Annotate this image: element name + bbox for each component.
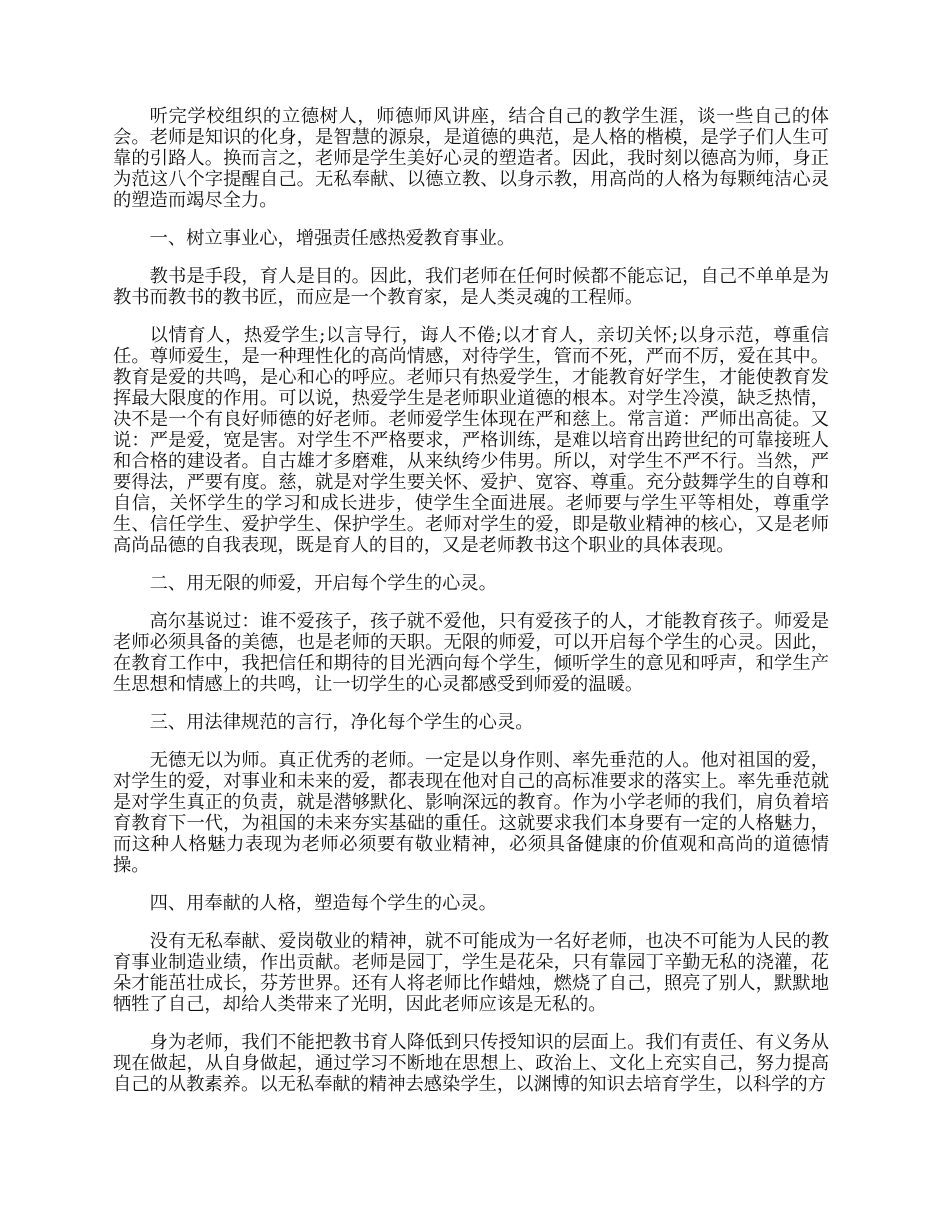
body-paragraph: 教书是手段，育人是目的。因此，我们老师在任何时候都不能忘记，自己不单单是为教书而教书的教书匠，而应是一个教育家，是人类灵魂的工程师。 bbox=[113, 266, 829, 308]
body-paragraph: 没有无私奉献、爱岗敬业的精神，就不可能成为一名好老师，也决不可能为人民的教育事业制造业绩，作出贡献。老师是园丁，学生是花朵，只有靠园丁辛勤无私的浇灌，花朵才能茁壮成长，芬芳世界。还有人将老师比作蜡烛，燃烧了自己，照亮了别人，默默地牺牲了自己，却给人类带来了光明，因此老师应该是无私的。 bbox=[113, 931, 829, 1015]
intro-paragraph: 听完学校组织的立德树人，师德师风讲座，结合自己的教学生涯，谈一些自己的体会。老师是知识的化身，是智慧的源泉，是道德的典范，是人格的楷模，是学子们人生可靠的引路人。换而言之，老师是学生美好心灵的塑造者。因此，我时刻以德高为师，身正为范这八个字提醒自己。无私奉献、以德立教、以身示教，用高尚的人格为每颗纯洁心灵的塑造而竭尽全力。 bbox=[113, 106, 829, 211]
body-paragraph: 无德无以为师。真正优秀的老师。一定是以身作则、率先垂范的人。他对祖国的爱，对学生的爱，对事业和未来的爱，都表现在他对自己的高标准要求的落实上。率先垂范就是对学生真正的负责，就是潜够默化、影响深远的教育。作为小学老师的我们，肩负着培育教育下一代，为祖国的未来夯实基础的重任。这就要求我们本身要有一定的人格魅力，而这种人格魅力表现为老师必须要有敬业精神，必须具备健康的价值观和高尚的道德情操。 bbox=[113, 750, 829, 876]
body-paragraph: 以情育人，热爱学生;以言导行，诲人不倦;以才育人，亲切关怀;以身示范，尊重信任。尊师爱生，是一种理性化的高尚情感，对待学生，管而不死，严而不厉，爱在其中。教育是爱的共鸣，是心和心的呼应。老师只有热爱学生，才能教育好学生，才能使教育发挥最大限度的作用。可以说，热爱学生是老师职业道德的根本。对学生冷漠，缺乏热情，决不是一个有良好师德的好老师。老师爱学生体现在严和慈上。常言道：严师出高徒。又说：严是爱，宽是害。对学生不严格要求，严格训练，是难以培育出跨世纪的可靠接班人和合格的建设者。自古雄才多磨难，从来纨绔少伟男。所以，对学生不严不行。当然，严要得法，严要有度。慈，就是对学生要关怀、爱护、宽容、尊重。充分鼓舞学生的自尊和自信，关怀学生的学习和成长进步，使学生全面进展。老师要与学生平等相处，尊重学生、信任学生、爱护学生、保护学生。老师对学生的爱，即是敬业精神的核心，又是老师高尚品德的自我表现，既是育人的目的，又是老师教书这个职业的具体表现。 bbox=[113, 325, 829, 556]
body-paragraph: 高尔基说过：谁不爱孩子，孩子就不爱他，只有爱孩子的人，才能教育孩子。师爱是老师必须具备的美德，也是老师的天职。无限的师爱，可以开启每个学生的心灵。因此，在教育工作中，我把信任和期待的目光洒向每个学生，倾听学生的意见和呼声，和学生产生思想和情感上的共鸣，让一切学生的心灵都感受到师爱的温暖。 bbox=[113, 611, 829, 695]
section-heading-3: 三、用法律规范的言行，净化每个学生的心灵。 bbox=[149, 712, 534, 733]
section-heading-2: 二、用无限的师爱，开启每个学生的心灵。 bbox=[149, 573, 497, 594]
document-body bbox=[113, 106, 829, 1112]
section-heading-4: 四、用奉献的人格，塑造每个学生的心灵。 bbox=[149, 893, 497, 914]
section-heading-1: 一、树立事业心，增强责任感热爱教育事业。 bbox=[149, 228, 516, 249]
body-paragraph: 身为老师，我们不能把教书育人降低到只传授知识的层面上。我们有责任、有义务从现在做起，从自身做起，通过学习不断地在思想上、政治上、文化上充实自己，努力提高自己的从教素养。以无私奉献的精神去感染学生，以渊博的知识去培育学生，以科学的方 bbox=[113, 1032, 829, 1095]
